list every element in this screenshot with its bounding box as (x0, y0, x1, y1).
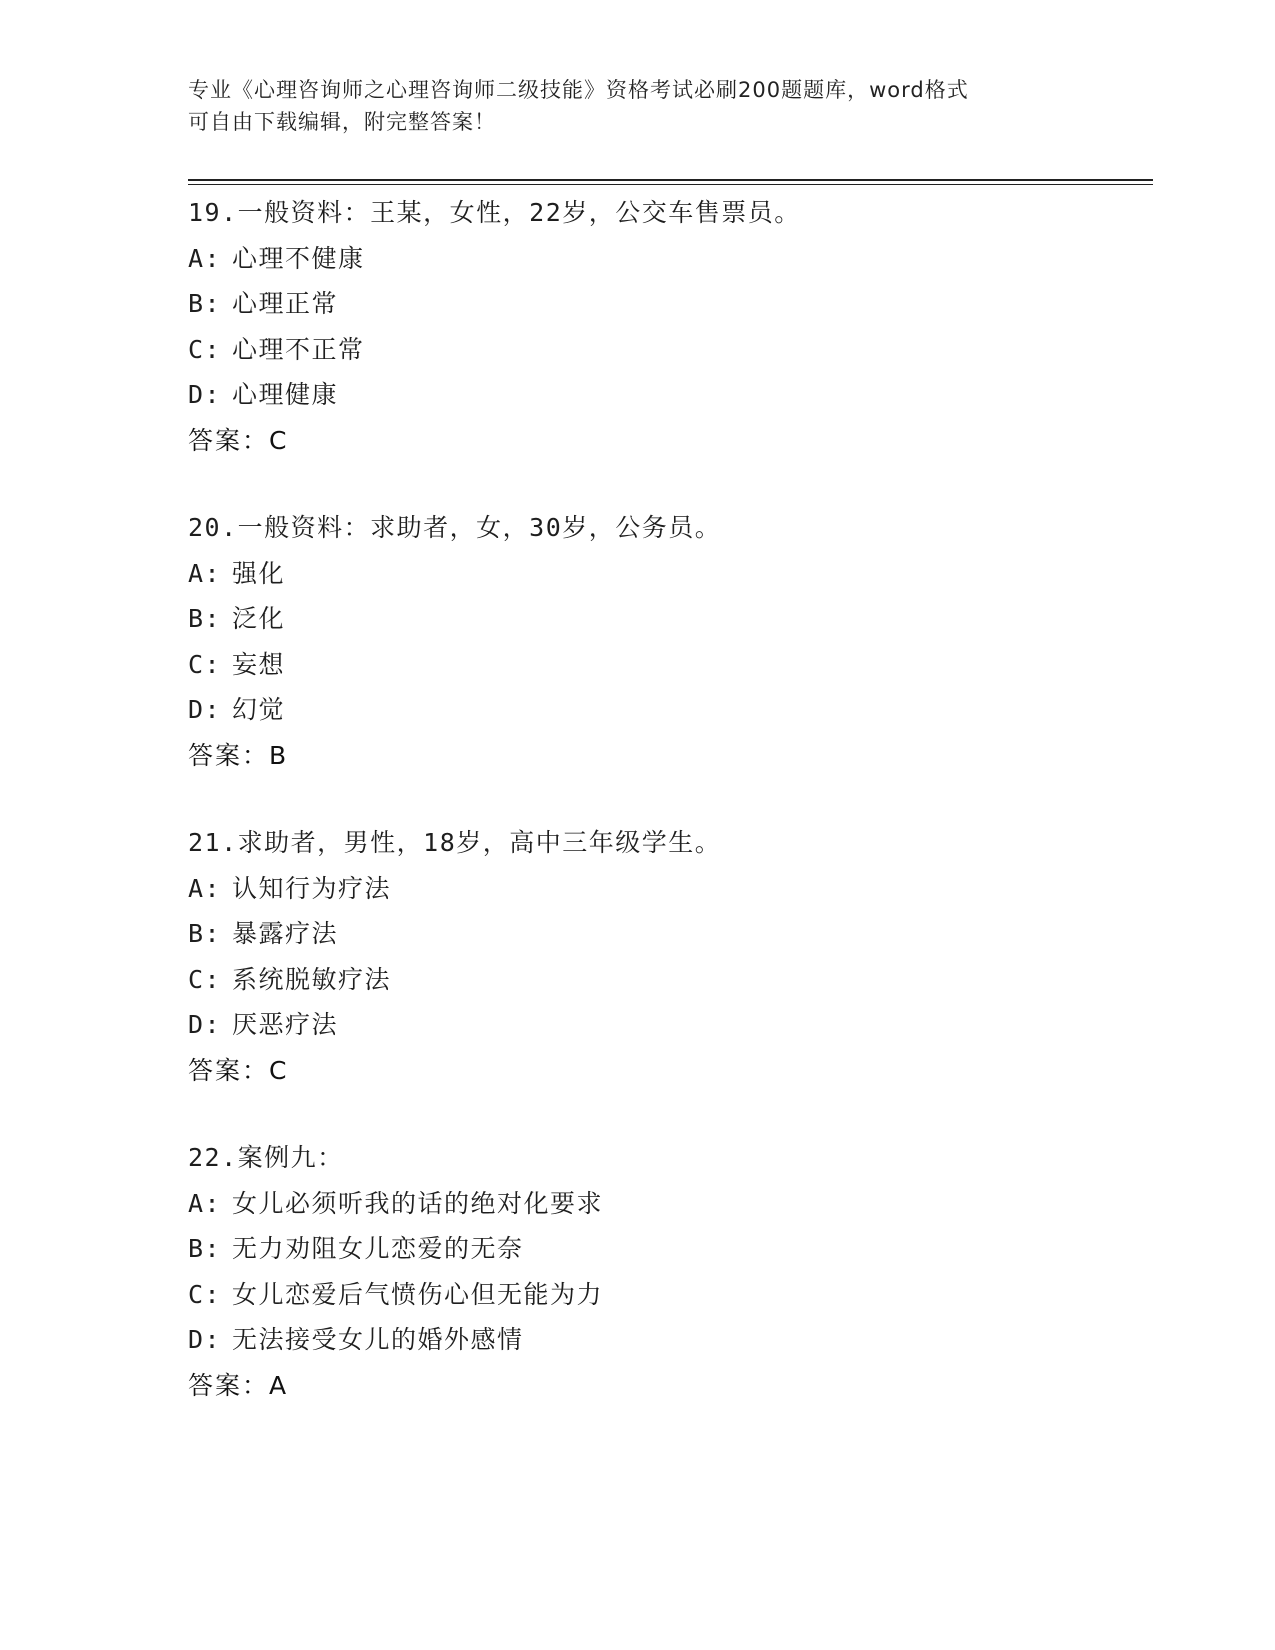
option-letter: D: (188, 1010, 222, 1039)
option-a (188, 1181, 1088, 1227)
question-22 (188, 1135, 1088, 1408)
option-text: 心理不正常 (232, 334, 365, 364)
option-text: 认知行为疗法 (232, 873, 392, 903)
answer-line (188, 733, 1088, 779)
option-text: 女儿必须听我的话的绝对化要求 (232, 1188, 604, 1218)
answer-label: 答案： (188, 1370, 270, 1400)
option-text: 厌恶疗法 (232, 1010, 339, 1039)
option-b (188, 1226, 1088, 1272)
answer-value: B (269, 740, 287, 770)
header-divider-thin (188, 184, 1153, 185)
option-letter: A: (188, 1188, 222, 1218)
question-title: 19.一般资料：王某，女性，22岁，公交车售票员。 (188, 198, 801, 227)
option-letter: A: (188, 558, 222, 588)
question-19 (188, 190, 1088, 463)
option-letter: A: (188, 243, 222, 273)
answer-line (188, 418, 1088, 464)
option-letter: B: (188, 604, 222, 633)
option-text: 无法接受女儿的婚外感情 (232, 1325, 524, 1354)
option-letter: C: (188, 1279, 222, 1309)
question-title: 20.一般资料：求助者，女，30岁，公务员。 (188, 513, 722, 542)
option-letter: C: (188, 649, 222, 679)
header-line-2: 可自由下载编辑，附完整答案！ (188, 110, 496, 134)
question-21 (188, 820, 1088, 1093)
option-text: 幻觉 (232, 695, 286, 724)
option-letter: C: (188, 964, 222, 994)
option-text: 泛化 (232, 604, 286, 633)
option-a (188, 866, 1088, 912)
answer-line (188, 1048, 1088, 1094)
option-b (188, 596, 1088, 642)
option-text: 妄想 (232, 649, 286, 679)
option-text: 女儿恋爱后气愤伤心但无能为力 (232, 1279, 604, 1309)
header-line-1: 专业《心理咨询师之心理咨询师二级技能》资格考试必刷200题题库，word格式 (188, 78, 969, 102)
option-d (188, 1002, 1088, 1048)
option-letter: A: (188, 873, 222, 903)
option-text: 心理正常 (232, 289, 339, 318)
option-c (188, 957, 1088, 1003)
option-b (188, 911, 1088, 957)
option-letter: B: (188, 919, 222, 948)
option-d (188, 1317, 1088, 1363)
option-c (188, 642, 1088, 688)
answer-label: 答案： (188, 740, 270, 770)
option-text: 无力劝阻女儿恋爱的无奈 (232, 1234, 524, 1263)
option-letter: C: (188, 334, 222, 364)
option-text: 强化 (232, 558, 286, 588)
option-a (188, 236, 1088, 282)
option-text: 心理不健康 (232, 243, 365, 273)
answer-label: 答案： (188, 425, 270, 455)
option-text: 系统脱敏疗法 (232, 964, 392, 994)
document-header (188, 74, 1068, 138)
option-text: 暴露疗法 (232, 919, 339, 948)
option-letter: B: (188, 1234, 222, 1263)
option-c (188, 1272, 1088, 1318)
answer-line (188, 1363, 1088, 1409)
option-a (188, 551, 1088, 597)
option-letter: D: (188, 1325, 222, 1354)
option-b (188, 281, 1088, 327)
answer-label: 答案： (188, 1055, 270, 1085)
question-20 (188, 505, 1088, 778)
answer-value: C (269, 1055, 287, 1085)
header-divider-thick (188, 179, 1153, 181)
option-d (188, 687, 1088, 733)
question-title: 21.求助者，男性，18岁，高中三年级学生。 (188, 828, 722, 857)
option-d (188, 372, 1088, 418)
option-letter: D: (188, 695, 222, 724)
option-letter: B: (188, 289, 222, 318)
question-list (188, 190, 1088, 1450)
answer-value: C (269, 425, 287, 455)
option-letter: D: (188, 380, 222, 409)
option-c (188, 327, 1088, 373)
answer-value: A (269, 1370, 287, 1400)
option-text: 心理健康 (232, 380, 339, 409)
question-title: 22.案例九： (188, 1143, 344, 1172)
